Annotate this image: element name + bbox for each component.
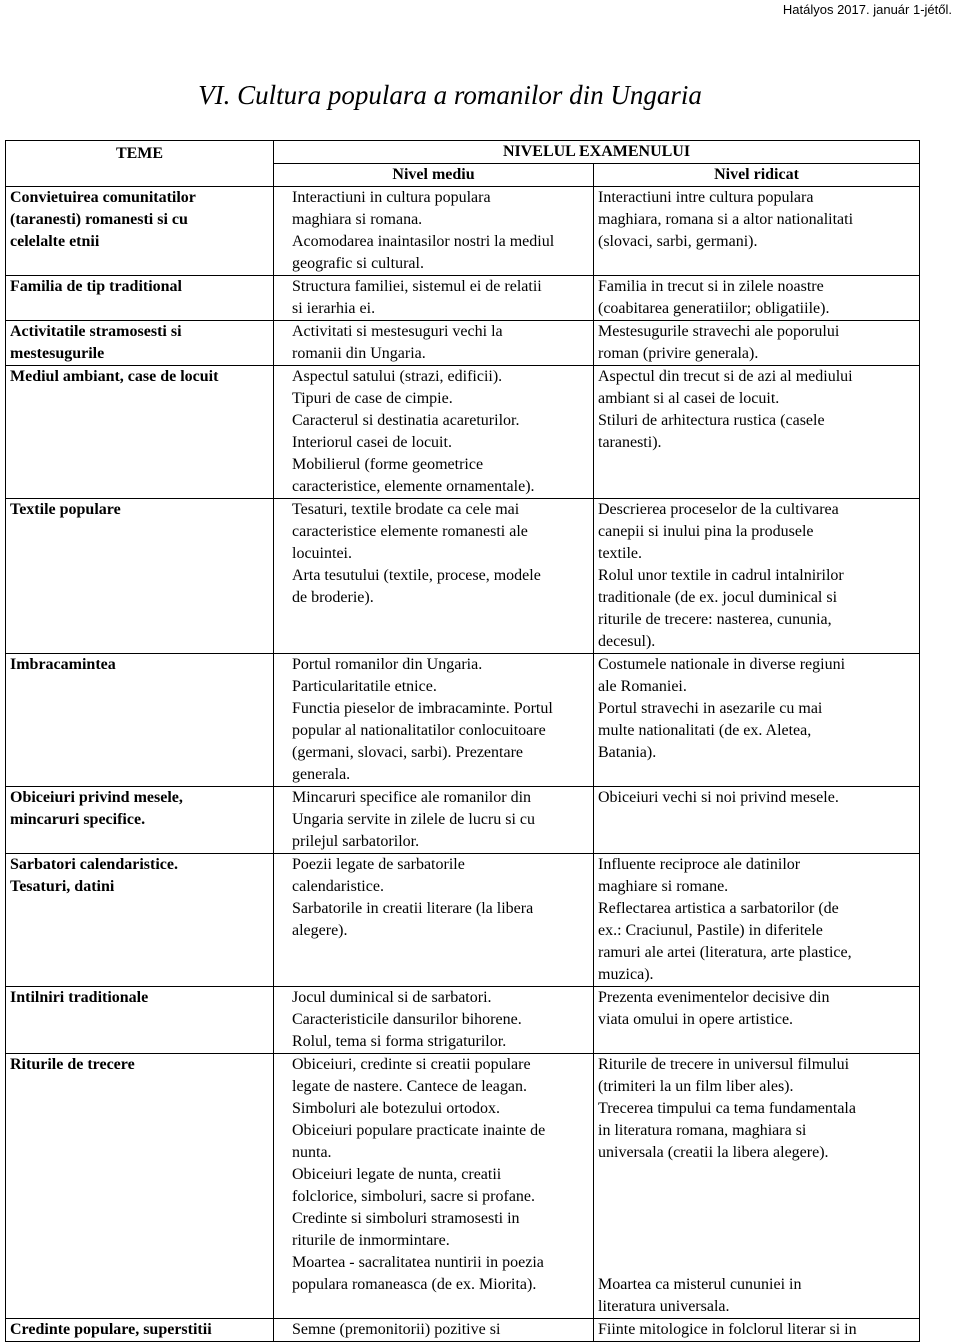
- nivel-mediu-cell: [274, 654, 594, 787]
- nivel-mediu-cell: [274, 1319, 594, 1342]
- nivel-ridicat-cell-text: Aspectul din trecut si de azi al mediului ambiant si al casei de locuit. Stiluri de arhitectura rustica (casele taranesti).: [598, 368, 853, 451]
- nivel-ridicat-cell-text: Descrierea proceselor de la cultivarea canepii si inului pina la produsele textile. Rolul unor textile in cadrul intalnirilor traditionale (de ex. jocul duminical si riturile de trecere: nasterea, cununia, decesul).: [598, 501, 844, 650]
- header-teme: TEME: [6, 141, 274, 187]
- table-body: [6, 187, 920, 1342]
- nivel-mediu-cell-text: Mincaruri specifice ale romanilor din Ungaria servite in zilele de lucru si cu prilejul sarbatorilor.: [292, 789, 536, 850]
- topic-cell: [6, 321, 274, 366]
- nivel-mediu-cell: [274, 499, 594, 654]
- nivel-mediu-cell: [274, 854, 594, 987]
- nivel-ridicat-cell: [594, 499, 920, 654]
- topic-cell-text: Mediul ambiant, case de locuit: [10, 368, 219, 385]
- table-row: [6, 321, 920, 366]
- section-title: VI. Cultura populara a romanilor din Ungaria: [198, 80, 702, 110]
- table-row: [6, 987, 920, 1054]
- topic-cell: [6, 787, 274, 854]
- table-row: [6, 854, 920, 987]
- table-row: [6, 499, 920, 654]
- topic-cell-text: Intilniri traditionale: [10, 989, 149, 1006]
- topic-cell: [6, 187, 274, 276]
- nivel-ridicat-cell: [594, 366, 920, 499]
- topic-cell: [6, 366, 274, 499]
- nivel-ridicat-cell-text: Interactiuni intre cultura populara maghiara, romana si a altor nationalitati (slovaci, sarbi, germani).: [598, 189, 854, 250]
- nivel-mediu-cell-text: Aspectul satului (strazi, edificii). Tipuri de case de cimpie. Caracterul si destinatia acareturilor. Interiorul casei de locuit. Mobilierul (forme geometrice caracteristice, elemente ornamentale).: [292, 368, 535, 495]
- topic-cell: [6, 1054, 274, 1319]
- topic-cell-text: Imbracamintea: [10, 656, 116, 673]
- topic-cell: [6, 1319, 274, 1342]
- topic-cell-text: Sarbatori calendaristice. Tesaturi, datini: [10, 856, 178, 895]
- topic-cell: [6, 276, 274, 321]
- nivel-mediu-cell-text: Poezii legate de sarbatorile calendaristice. Sarbatorile in creatii literare (la libera alegere).: [292, 856, 534, 939]
- topic-cell-text: Riturile de trecere: [10, 1056, 135, 1073]
- topic-cell: [6, 854, 274, 987]
- nivel-ridicat-cell: [594, 276, 920, 321]
- nivel-ridicat-cell: [594, 854, 920, 987]
- nivel-mediu-cell-text: Activitati si mestesuguri vechi la romanii din Ungaria.: [292, 323, 503, 362]
- topic-cell: [6, 654, 274, 787]
- nivel-mediu-cell-text: Jocul duminical si de sarbatori. Caracteristicile dansurilor bihorene. Rolul, tema si forma strigaturilor.: [292, 989, 522, 1050]
- nivel-mediu-cell: [274, 187, 594, 276]
- topic-cell-text: Familia de tip traditional: [10, 278, 182, 295]
- table-row: [6, 366, 920, 499]
- nivel-mediu-cell: [274, 987, 594, 1054]
- nivel-mediu-cell-text: Portul romanilor din Ungaria. Particularitatile etnice. Functia pieselor de imbracaminte. Portul popular al nationalitatilor conlocuitoare (germani, slovaci, sarbi). Prezentare generala.: [292, 656, 553, 783]
- nivel-ridicat-cell-text: Costumele nationale in diverse regiuni ale Romaniei. Portul stravechi in asezarile cu mai multe nationalitati (de ex. Aletea, Batania).: [598, 656, 846, 761]
- nivel-ridicat-cell-text: Prezenta evenimentelor decisive din viata omului in opere artistice.: [598, 989, 830, 1028]
- header-nivel-mediu: Nivel mediu: [274, 164, 594, 187]
- table-row: [6, 276, 920, 321]
- table-row: [6, 1319, 920, 1342]
- nivel-ridicat-cell-text: Mestesugurile stravechi ale poporului roman (privire generala).: [598, 323, 840, 362]
- nivel-mediu-cell-text: Tesaturi, textile brodate ca cele mai caracteristice elemente romanesti ale locuintei. Arta tesutului (textile, procese, modele de broderie).: [292, 501, 541, 606]
- table-row: [6, 654, 920, 787]
- header-nivel-ridicat: Nivel ridicat: [594, 164, 920, 187]
- nivel-mediu-cell-text: Structura familiei, sistemul ei de relatii si ierarhia ei.: [292, 278, 542, 317]
- nivel-ridicat-cell: [594, 987, 920, 1054]
- exam-topics-table: [5, 140, 920, 1342]
- nivel-mediu-cell: [274, 366, 594, 499]
- nivel-ridicat-cell: [594, 1054, 920, 1319]
- topic-cell: [6, 987, 274, 1054]
- nivel-ridicat-cell-text: Influente reciproce ale datinilor maghiare si romane. Reflectarea artistica a sarbatorilor (de ex.: Craciunul, Pastile) in diferitele ramuri ale artei (literatura, arte plastice, muzica).: [598, 856, 852, 983]
- nivel-mediu-cell-text: Interactiuni in cultura populara maghiara si romana. Acomodarea inaintasilor nostri la mediul geografic si cultural.: [292, 189, 555, 272]
- table-row: [6, 1054, 920, 1319]
- nivel-ridicat-cell: [594, 187, 920, 276]
- nivel-mediu-cell: [274, 321, 594, 366]
- nivel-mediu-cell: [274, 276, 594, 321]
- nivel-mediu-cell-text: Obiceiuri, credinte si creatii populare legate de nastere. Cantece de leagan. Simboluri ale botezului ortodox. Obiceiuri populare practicate inainte de nunta. Obiceiuri legate de nunta, creatii folclorice, simboluri, sacre si profane. Credinte si simboluri stramosesti in riturile de inmormintare. Moartea - sacralitatea nuntirii in poezia populara romaneasca (de ex. Miorita).: [292, 1056, 546, 1293]
- nivel-ridicat-cell: [594, 787, 920, 854]
- nivel-ridicat-cell: [594, 1319, 920, 1342]
- nivel-mediu-cell: [274, 787, 594, 854]
- nivel-ridicat-cell: [594, 654, 920, 787]
- effective-date-note: Hatályos 2017. január 1-jétől.: [782, 2, 952, 17]
- topic-cell-text: Textile populare: [10, 501, 121, 518]
- header-nivelul-examenului: NIVELUL EXAMENULUI: [274, 141, 920, 164]
- table-row: [6, 187, 920, 276]
- nivel-mediu-cell-text: Semne (premonitorii) pozitive si: [292, 1321, 501, 1338]
- nivel-mediu-cell: [274, 1054, 594, 1319]
- nivel-ridicat-cell-text: Riturile de trecere in universul filmului (trimiteri la un film liber ales). Trecerea timpului ca tema fundamentala in literatura romana, maghiara si universala (creatii la libera alegere). Moartea ca misterul cununiei in literatura universala.: [598, 1056, 856, 1315]
- nivel-ridicat-cell-text: Familia in trecut si in zilele noastre (coabitarea generatiilor; obligatiile).: [598, 278, 830, 317]
- topic-cell: [6, 499, 274, 654]
- topic-cell-text: Obiceiuri privind mesele, mincaruri specifice.: [10, 789, 183, 828]
- topic-cell-text: Credinte populare, superstitii: [10, 1321, 212, 1338]
- topic-cell-text: Activitatile stramosesti si mestesugurile: [10, 323, 182, 362]
- nivel-ridicat-cell-text: Obiceiuri vechi si noi privind mesele.: [598, 789, 839, 806]
- topic-cell-text: Convietuirea comunitatilor (taranesti) romanesti si cu celelalte etnii: [10, 189, 196, 250]
- nivel-ridicat-cell: [594, 321, 920, 366]
- table-row: [6, 787, 920, 854]
- nivel-ridicat-cell-text: Fiinte mitologice in folclorul literar si in: [598, 1321, 857, 1338]
